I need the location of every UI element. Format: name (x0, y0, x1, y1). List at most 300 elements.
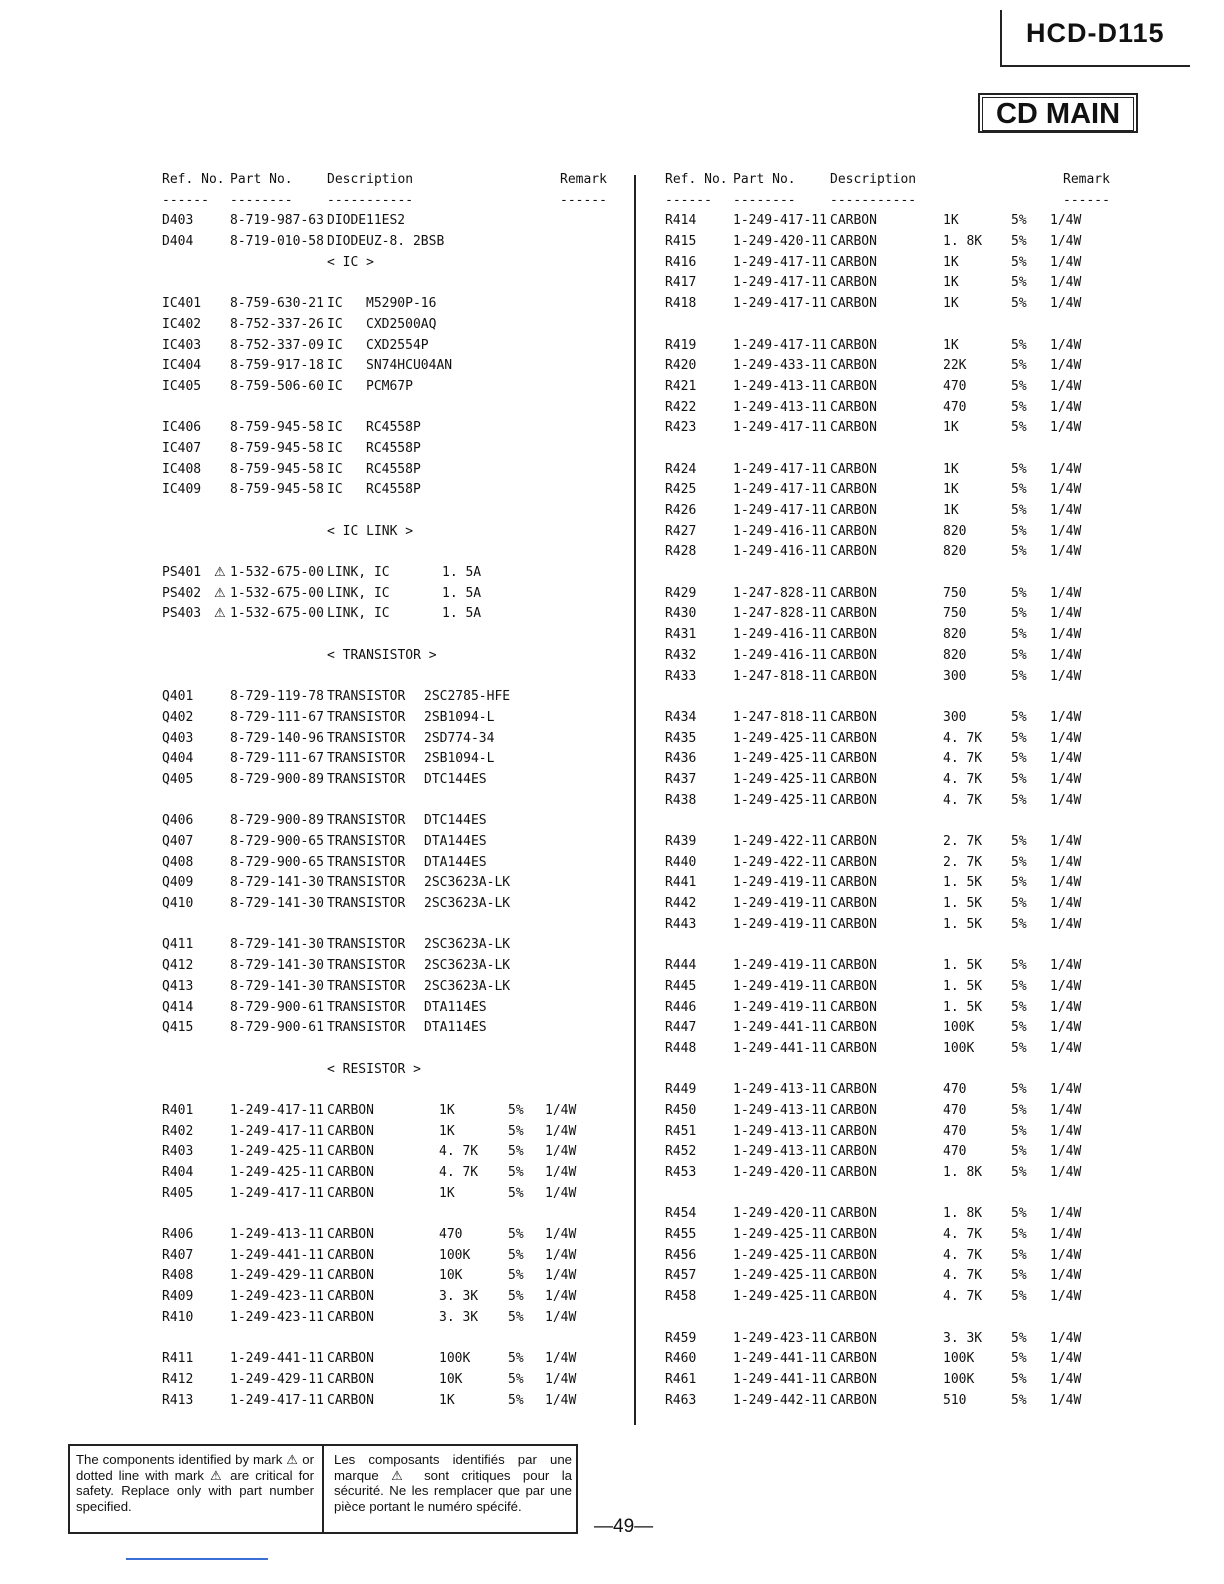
ref-no: R448 (665, 1040, 697, 1056)
part-row (162, 1349, 612, 1370)
ref-no: R423 (665, 420, 697, 436)
wattage: 1/4W (1050, 647, 1082, 663)
part-type: 1. 5A (442, 565, 482, 581)
description: CARBON (830, 420, 877, 436)
description: CARBON (830, 1082, 877, 1098)
part-no: 1-249-417-11 (733, 482, 827, 498)
ref-no: IC402 (162, 316, 202, 332)
spacer-row (162, 1080, 612, 1101)
description: CARBON (830, 751, 877, 767)
ref-no: Q401 (162, 689, 194, 705)
part-no: 1-532-675-00 (230, 585, 324, 601)
ref-no: Q408 (162, 854, 194, 870)
ref-no: R431 (665, 627, 697, 643)
ref-no: Q402 (162, 709, 194, 725)
section-title-box (978, 93, 1138, 133)
resistance-value: 820 (943, 544, 967, 560)
ref-no: R436 (665, 751, 697, 767)
description: LINK, IC (327, 606, 390, 622)
tolerance: 5% (1011, 482, 1027, 498)
resistance-value: 1K (439, 1123, 455, 1139)
part-no: 1-249-417-11 (230, 1123, 324, 1139)
resistance-value: 470 (943, 1123, 967, 1139)
part-row (665, 708, 1105, 729)
tolerance: 5% (1011, 834, 1027, 849)
part-row (665, 915, 1105, 936)
part-no: 1-249-419-11 (733, 958, 827, 974)
ref-no: R417 (665, 275, 697, 291)
ref-no: IC407 (162, 440, 202, 456)
tolerance: 5% (1011, 1206, 1027, 1222)
resistance-value: 510 (943, 1392, 967, 1408)
spacer-row (665, 1060, 1105, 1081)
header-dash: ------ (560, 192, 607, 208)
ref-no: R435 (665, 730, 697, 746)
part-row (665, 418, 1105, 439)
part-row (665, 894, 1105, 915)
ref-no: PS403 (162, 606, 202, 622)
ref-no: R425 (665, 482, 697, 498)
ref-no: R416 (665, 254, 697, 270)
wattage: 1/4W (1050, 1392, 1082, 1408)
part-no: 1-247-828-11 (733, 585, 827, 601)
part-type: PCM67P (366, 378, 413, 394)
header-underline-row (665, 191, 1110, 212)
part-type: 2SC3623A-LK (424, 978, 511, 994)
description: CARBON (830, 668, 877, 684)
ref-no: R432 (665, 647, 697, 663)
ref-no: R445 (665, 978, 697, 994)
tolerance: 5% (1011, 544, 1027, 560)
part-no-header: Part No. (230, 172, 293, 187)
description: CARBON (830, 1392, 877, 1408)
part-no: 1-249-422-11 (733, 834, 827, 849)
part-no: 1-249-417-11 (733, 337, 827, 353)
description: CARBON (830, 337, 877, 353)
group-heading: < IC LINK > (327, 523, 414, 539)
resistance-value: 1K (943, 254, 959, 270)
part-row (162, 439, 612, 460)
resistance-value: 1K (439, 1392, 455, 1408)
part-row (665, 1204, 1105, 1225)
wattage: 1/4W (1050, 523, 1082, 539)
part-no: 8-719-987-63 (230, 213, 324, 229)
part-row (665, 377, 1105, 398)
part-no: 1-249-419-11 (733, 875, 827, 891)
description: CARBON (830, 1123, 877, 1139)
ref-no: R412 (162, 1371, 194, 1387)
part-no: 8-729-140-96 (230, 730, 324, 746)
part-no: 8-729-900-61 (230, 999, 324, 1015)
description: CARBON (830, 254, 877, 270)
part-row (162, 1142, 612, 1163)
part-row (162, 1225, 612, 1246)
wattage: 1/4W (1050, 709, 1082, 725)
part-no: 1-249-441-11 (733, 1020, 827, 1036)
part-no: 1-249-441-11 (230, 1351, 324, 1367)
part-row (162, 873, 612, 894)
resistance-value: 820 (943, 647, 967, 663)
spacer-row (162, 915, 612, 936)
ref-no: R453 (665, 1165, 697, 1180)
ref-no: R421 (665, 378, 697, 394)
description: TRANSISTOR (327, 813, 406, 829)
part-no: 1-249-416-11 (733, 523, 827, 539)
description: CARBON (327, 1227, 374, 1243)
tolerance: 5% (1011, 751, 1027, 767)
safety-warning-icon: ⚠ (214, 565, 226, 581)
part-row (162, 1266, 612, 1287)
part-no: 8-719-010-58 (230, 234, 324, 250)
tolerance: 5% (508, 1185, 524, 1201)
ref-no: R460 (665, 1351, 697, 1367)
part-no: 1-532-675-00 (230, 565, 324, 581)
resistance-value: 4. 7K (439, 1165, 479, 1180)
resistance-value: 1K (943, 461, 959, 477)
ref-no: R438 (665, 792, 697, 808)
spacer-row (162, 625, 612, 646)
tolerance: 5% (1011, 296, 1027, 312)
tolerance: 5% (508, 1247, 524, 1263)
ref-no: Q414 (162, 999, 194, 1015)
spacer-row (162, 398, 612, 419)
part-no: 1-249-413-11 (733, 1144, 827, 1160)
part-no: 1-249-416-11 (733, 627, 827, 643)
part-no: 8-729-141-30 (230, 958, 324, 974)
part-no: 1-249-416-11 (733, 544, 827, 560)
tolerance: 5% (1011, 1123, 1027, 1139)
part-row (665, 1122, 1105, 1143)
part-row (162, 1370, 612, 1391)
tolerance: 5% (508, 1268, 524, 1284)
part-row (665, 832, 1105, 853)
spacer-row (162, 667, 612, 688)
section-title: CD MAIN (982, 97, 1134, 131)
ref-no: R401 (162, 1102, 194, 1118)
group-heading: < RESISTOR > (327, 1061, 421, 1077)
ref-no: R410 (162, 1309, 194, 1325)
part-type: 1. 5A (442, 585, 482, 601)
wattage: 1/4W (1050, 1351, 1082, 1367)
ref-no: R429 (665, 585, 697, 601)
part-type: DTA114ES (424, 1020, 487, 1036)
tolerance: 5% (1011, 668, 1027, 684)
wattage: 1/4W (545, 1123, 577, 1139)
tolerance: 5% (1011, 1268, 1027, 1284)
ref-no: R411 (162, 1351, 194, 1367)
part-row (665, 1101, 1105, 1122)
part-row (162, 708, 612, 729)
part-no: 8-729-141-30 (230, 896, 324, 912)
wattage: 1/4W (545, 1185, 577, 1201)
ref-no: R440 (665, 854, 697, 870)
tolerance: 5% (508, 1371, 524, 1387)
part-row (162, 894, 612, 915)
resistance-value: 470 (943, 378, 967, 394)
resistance-value: 300 (943, 668, 967, 684)
part-row (665, 1329, 1105, 1350)
part-no: 1-249-417-11 (733, 275, 827, 291)
description: CARBON (830, 523, 877, 539)
wattage: 1/4W (1050, 916, 1082, 932)
group-heading-row (162, 253, 612, 274)
part-no: 1-249-417-11 (733, 420, 827, 436)
part-row (162, 1101, 612, 1122)
resistance-value: 100K (439, 1247, 471, 1263)
description: CARBON (830, 627, 877, 643)
resistance-value: 470 (439, 1227, 463, 1243)
ref-no: R424 (665, 461, 697, 477)
ref-no: R463 (665, 1392, 697, 1408)
description: CARBON (327, 1102, 374, 1118)
description: IC (327, 378, 343, 394)
part-row (665, 1225, 1105, 1246)
ref-no: Q406 (162, 813, 194, 829)
spacer-row (162, 1204, 612, 1225)
tolerance: 5% (1011, 1227, 1027, 1243)
description: CARBON (830, 461, 877, 477)
part-type: DTA144ES (424, 854, 487, 870)
ref-no: R426 (665, 503, 697, 518)
description: CARBON (830, 399, 877, 415)
safety-warning-icon: ⚠ (214, 585, 226, 601)
part-no: 8-759-945-58 (230, 420, 324, 436)
part-no: 1-249-425-11 (733, 1227, 827, 1243)
part-row (162, 998, 612, 1019)
description: TRANSISTOR (327, 854, 406, 870)
safety-notice (68, 1444, 578, 1534)
ref-no: R403 (162, 1144, 194, 1160)
part-no: 1-249-419-11 (733, 999, 827, 1015)
part-no: 8-752-337-09 (230, 337, 324, 353)
part-no: 8-759-945-58 (230, 461, 324, 477)
part-row (665, 542, 1105, 563)
tolerance: 5% (1011, 1392, 1027, 1408)
description: IC (327, 337, 343, 353)
part-type: 2SB1094-L (424, 709, 495, 725)
description: TRANSISTOR (327, 1020, 406, 1036)
wattage: 1/4W (1050, 627, 1082, 643)
part-row (665, 1370, 1105, 1391)
resistance-value: 2. 7K (943, 854, 983, 870)
part-row (665, 522, 1105, 543)
tolerance: 5% (1011, 709, 1027, 725)
wattage: 1/4W (1050, 1020, 1082, 1036)
wattage: 1/4W (1050, 1289, 1082, 1305)
part-row (665, 956, 1105, 977)
part-row (665, 501, 1105, 522)
wattage: 1/4W (1050, 771, 1082, 787)
description: CARBON (830, 1289, 877, 1305)
part-no: 8-759-917-18 (230, 358, 324, 374)
part-row (162, 315, 612, 336)
wattage: 1/4W (1050, 358, 1082, 374)
part-type: RC4558P (366, 482, 421, 498)
part-no: 8-729-111-67 (230, 751, 324, 767)
spacer-row (665, 687, 1105, 708)
part-row (665, 336, 1105, 357)
part-no: 1-249-441-11 (733, 1371, 827, 1387)
description: LINK, IC (327, 565, 390, 581)
part-row (665, 749, 1105, 770)
resistance-value: 750 (943, 585, 967, 601)
description: CARBON (830, 875, 877, 891)
resistance-value: 470 (943, 1144, 967, 1160)
part-no: 1-249-417-11 (733, 213, 827, 229)
description: CARBON (327, 1144, 374, 1160)
wattage: 1/4W (1050, 275, 1082, 291)
part-no: 1-249-425-11 (733, 730, 827, 746)
description: CARBON (830, 1268, 877, 1284)
description: CARBON (830, 296, 877, 312)
group-heading-row (162, 646, 612, 667)
part-row (665, 294, 1105, 315)
description: IC (327, 358, 343, 374)
tolerance: 5% (508, 1102, 524, 1118)
tolerance: 5% (1011, 378, 1027, 394)
model-label-box (1000, 10, 1190, 67)
part-no: 1-249-441-11 (733, 1351, 827, 1367)
part-no: 1-249-429-11 (230, 1268, 324, 1284)
wattage: 1/4W (1050, 378, 1082, 394)
part-no: 8-729-119-78 (230, 689, 324, 705)
part-row (665, 1142, 1105, 1163)
ref-no: R427 (665, 523, 697, 539)
description: CARBON (830, 503, 877, 518)
ref-no: R456 (665, 1247, 697, 1263)
part-row (665, 1287, 1105, 1308)
part-no-header: Part No. (733, 172, 796, 187)
ref-no: Q404 (162, 751, 194, 767)
part-type: 1. 5A (442, 606, 482, 622)
resistance-value: 3. 3K (439, 1309, 479, 1325)
wattage: 1/4W (1050, 606, 1082, 622)
description: CARBON (830, 1102, 877, 1118)
safety-notice-english: The components identified by mark ⚠ or dotted line with mark ⚠ are critical for safety. Replace only with part number specified. (76, 1452, 314, 1514)
part-row (665, 398, 1105, 419)
part-row (162, 935, 612, 956)
description: DIODE (327, 234, 367, 250)
column-divider (634, 175, 636, 1425)
description: IC (327, 296, 343, 312)
tolerance: 5% (1011, 234, 1027, 250)
ref-no: R452 (665, 1144, 697, 1160)
ref-no: PS401 (162, 565, 202, 581)
resistance-value: 300 (943, 709, 967, 725)
description: CARBON (830, 1165, 877, 1180)
part-row (665, 232, 1105, 253)
parts-list-right-column (665, 170, 1110, 1411)
part-no: 8-759-945-58 (230, 440, 324, 456)
ref-no: R461 (665, 1371, 697, 1387)
part-row (162, 1287, 612, 1308)
description: IC (327, 482, 343, 498)
part-no: 8-759-506-60 (230, 378, 324, 394)
resistance-value: 820 (943, 523, 967, 539)
part-no: 1-249-417-11 (230, 1185, 324, 1201)
resistance-value: 4. 7K (943, 792, 983, 808)
tolerance: 5% (1011, 1351, 1027, 1367)
ref-no: R457 (665, 1268, 697, 1284)
wattage: 1/4W (1050, 585, 1082, 601)
description: CARBON (830, 771, 877, 787)
resistance-value: 100K (943, 1371, 975, 1387)
spacer-row (162, 501, 612, 522)
description: CARBON (830, 358, 877, 374)
part-type: RC4558P (366, 420, 421, 436)
part-no: 8-729-900-61 (230, 1020, 324, 1036)
part-row (162, 1122, 612, 1143)
description: CARBON (830, 378, 877, 394)
ref-no: R420 (665, 358, 697, 374)
description: IC (327, 316, 343, 332)
part-no: 1-249-413-11 (733, 1082, 827, 1098)
wattage: 1/4W (1050, 1268, 1082, 1284)
wattage: 1/4W (545, 1351, 577, 1367)
wattage: 1/4W (545, 1289, 577, 1305)
spacer-row (665, 1308, 1105, 1329)
description: CARBON (830, 896, 877, 912)
part-no: 1-249-413-11 (733, 399, 827, 415)
part-no: 1-249-423-11 (733, 1330, 827, 1346)
wattage: 1/4W (1050, 1082, 1082, 1098)
resistance-value: 4. 7K (943, 1268, 983, 1284)
description: IC (327, 420, 343, 436)
resistance-value: 100K (943, 1351, 975, 1367)
group-heading: < TRANSISTOR > (327, 647, 437, 663)
description: CARBON (327, 1289, 374, 1305)
wattage: 1/4W (545, 1102, 577, 1118)
link-underline (126, 1558, 268, 1560)
ref-no: R407 (162, 1247, 194, 1263)
ref-no: Q413 (162, 978, 194, 994)
header-dash: ------ (665, 192, 712, 208)
description: CARBON (830, 1020, 877, 1036)
part-row (162, 1391, 612, 1412)
ref-no: R444 (665, 958, 697, 974)
ref-no: R406 (162, 1227, 194, 1243)
tolerance: 5% (1011, 337, 1027, 353)
ref-no: IC405 (162, 378, 202, 394)
part-no: 1-249-425-11 (230, 1165, 324, 1180)
wattage: 1/4W (545, 1144, 577, 1160)
resistance-value: 2. 7K (943, 834, 983, 849)
wattage: 1/4W (545, 1309, 577, 1325)
part-type: 2SC2785-HFE (424, 689, 511, 705)
part-no: 1-249-442-11 (733, 1392, 827, 1408)
tolerance: 5% (1011, 792, 1027, 808)
part-no: 1-249-422-11 (733, 854, 827, 870)
description: LINK, IC (327, 585, 390, 601)
part-row (162, 211, 612, 232)
description: TRANSISTOR (327, 937, 406, 953)
part-row (162, 418, 612, 439)
ref-no: Q415 (162, 1020, 194, 1036)
ref-no: R458 (665, 1289, 697, 1305)
part-type: 2SC3623A-LK (424, 958, 511, 974)
wattage: 1/4W (1050, 1247, 1082, 1263)
description: CARBON (830, 1040, 877, 1056)
part-no: 8-729-141-30 (230, 937, 324, 953)
ref-no: R408 (162, 1268, 194, 1284)
part-row (162, 1163, 612, 1184)
tolerance: 5% (508, 1144, 524, 1160)
tolerance: 5% (1011, 1144, 1027, 1160)
part-no: 1-249-413-11 (733, 378, 827, 394)
description: CARBON (830, 834, 877, 849)
tolerance: 5% (1011, 854, 1027, 870)
ref-no: Q411 (162, 937, 194, 953)
